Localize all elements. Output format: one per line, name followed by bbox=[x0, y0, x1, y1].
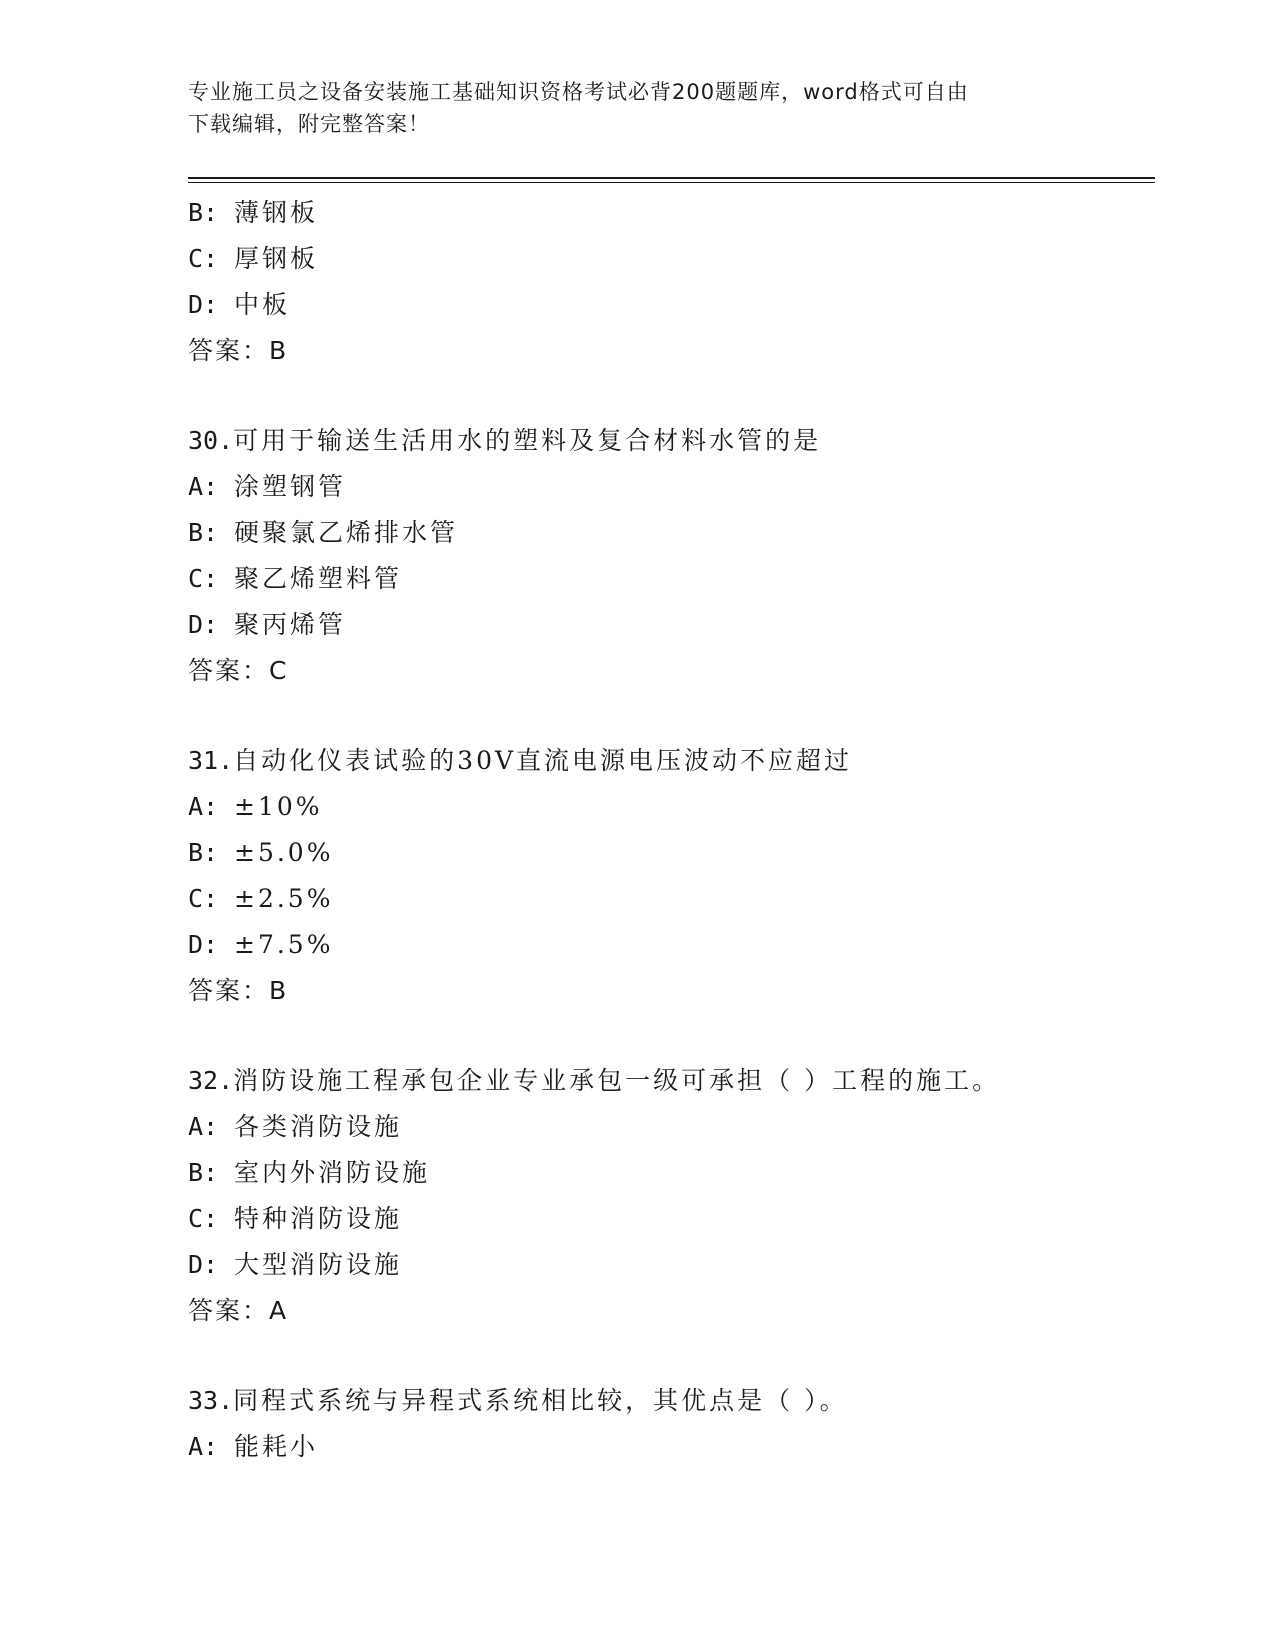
option-c bbox=[188, 1196, 1148, 1242]
option-letter: B: bbox=[188, 1158, 219, 1187]
question-stem bbox=[188, 418, 1148, 464]
question-30 bbox=[188, 418, 1148, 694]
option-letter: C: bbox=[188, 564, 219, 593]
answer-line bbox=[188, 968, 1148, 1014]
question-number: 30. bbox=[188, 426, 234, 455]
option-text: 薄钢板 bbox=[234, 198, 319, 227]
option-text: 能耗小 bbox=[234, 1432, 319, 1461]
spacer bbox=[188, 374, 1148, 418]
option-text: 涂塑钢管 bbox=[234, 472, 347, 501]
option-a bbox=[188, 784, 1148, 830]
option-letter: D: bbox=[188, 1250, 219, 1279]
option-letter: B: bbox=[188, 838, 219, 867]
answer-line bbox=[188, 648, 1148, 694]
answer-value: B bbox=[269, 336, 287, 365]
answer-label: 答案： bbox=[188, 1296, 270, 1325]
option-letter: D: bbox=[188, 290, 219, 319]
option-text: ±2.5% bbox=[234, 884, 334, 913]
prev-question-block bbox=[188, 190, 1148, 374]
question-text: 可用于输送生活用水的塑料及复合材料水管的是 bbox=[233, 426, 822, 455]
option-letter: C: bbox=[188, 884, 219, 913]
option-text: 聚乙烯塑料管 bbox=[234, 564, 403, 593]
option-d bbox=[188, 1242, 1148, 1288]
option-d bbox=[188, 922, 1148, 968]
question-32 bbox=[188, 1058, 1148, 1334]
question-text: 同程式系统与异程式系统相比较，其优点是（ ）。 bbox=[233, 1386, 848, 1415]
option-a bbox=[188, 1424, 1148, 1470]
option-letter: A: bbox=[188, 1432, 219, 1461]
spacer bbox=[188, 1334, 1148, 1378]
answer-value: A bbox=[269, 1296, 287, 1325]
option-text: ±10% bbox=[234, 792, 323, 821]
option-text: 特种消防设施 bbox=[234, 1204, 403, 1233]
option-text: 室内外消防设施 bbox=[234, 1158, 431, 1187]
question-33 bbox=[188, 1378, 1148, 1470]
document-header bbox=[188, 76, 1088, 140]
question-content bbox=[188, 190, 1148, 1470]
option-c bbox=[188, 556, 1148, 602]
question-stem bbox=[188, 1378, 1148, 1424]
option-letter: B: bbox=[188, 518, 219, 547]
answer-label: 答案： bbox=[188, 336, 270, 365]
question-number: 32. bbox=[188, 1066, 234, 1095]
option-letter: D: bbox=[188, 610, 219, 639]
question-stem bbox=[188, 1058, 1148, 1104]
option-text: 硬聚氯乙烯排水管 bbox=[234, 518, 459, 547]
question-text: 自动化仪表试验的30V直流电源电压波动不应超过 bbox=[233, 746, 853, 775]
answer-line bbox=[188, 1288, 1148, 1334]
option-c bbox=[188, 876, 1148, 922]
option-letter: C: bbox=[188, 1204, 219, 1233]
header-divider-thin bbox=[188, 182, 1155, 183]
header-line-2: 下载编辑，附完整答案！ bbox=[188, 112, 430, 136]
answer-value: C bbox=[269, 656, 287, 685]
option-b bbox=[188, 1150, 1148, 1196]
option-text: 大型消防设施 bbox=[234, 1250, 403, 1279]
answer-label: 答案： bbox=[188, 976, 270, 1005]
spacer bbox=[188, 1014, 1148, 1058]
option-a bbox=[188, 1104, 1148, 1150]
option-d bbox=[188, 282, 1148, 328]
question-number: 31. bbox=[188, 746, 234, 775]
option-text: ±7.5% bbox=[234, 930, 334, 959]
answer-value: B bbox=[269, 976, 287, 1005]
option-text: ±5.0% bbox=[234, 838, 334, 867]
option-a bbox=[188, 464, 1148, 510]
option-letter: A: bbox=[188, 792, 219, 821]
header-divider-thick bbox=[188, 177, 1155, 179]
option-b bbox=[188, 510, 1148, 556]
option-letter: A: bbox=[188, 1112, 219, 1141]
option-text: 厚钢板 bbox=[234, 244, 319, 273]
answer-label: 答案： bbox=[188, 656, 270, 685]
option-b bbox=[188, 830, 1148, 876]
question-31 bbox=[188, 738, 1148, 1014]
question-number: 33. bbox=[188, 1386, 234, 1415]
option-b bbox=[188, 190, 1148, 236]
question-stem bbox=[188, 738, 1148, 784]
option-text: 中板 bbox=[234, 290, 291, 319]
option-letter: A: bbox=[188, 472, 219, 501]
option-text: 各类消防设施 bbox=[234, 1112, 403, 1141]
option-text: 聚丙烯管 bbox=[234, 610, 347, 639]
option-d bbox=[188, 602, 1148, 648]
question-text: 消防设施工程承包企业专业承包一级可承担（ ）工程的施工。 bbox=[233, 1066, 1001, 1095]
header-line-1: 专业施工员之设备安装施工基础知识资格考试必背200题题库，word格式可自由 bbox=[188, 80, 969, 104]
option-c bbox=[188, 236, 1148, 282]
option-letter: B: bbox=[188, 198, 219, 227]
spacer bbox=[188, 694, 1148, 738]
option-letter: D: bbox=[188, 930, 219, 959]
option-letter: C: bbox=[188, 244, 219, 273]
answer-line bbox=[188, 328, 1148, 374]
